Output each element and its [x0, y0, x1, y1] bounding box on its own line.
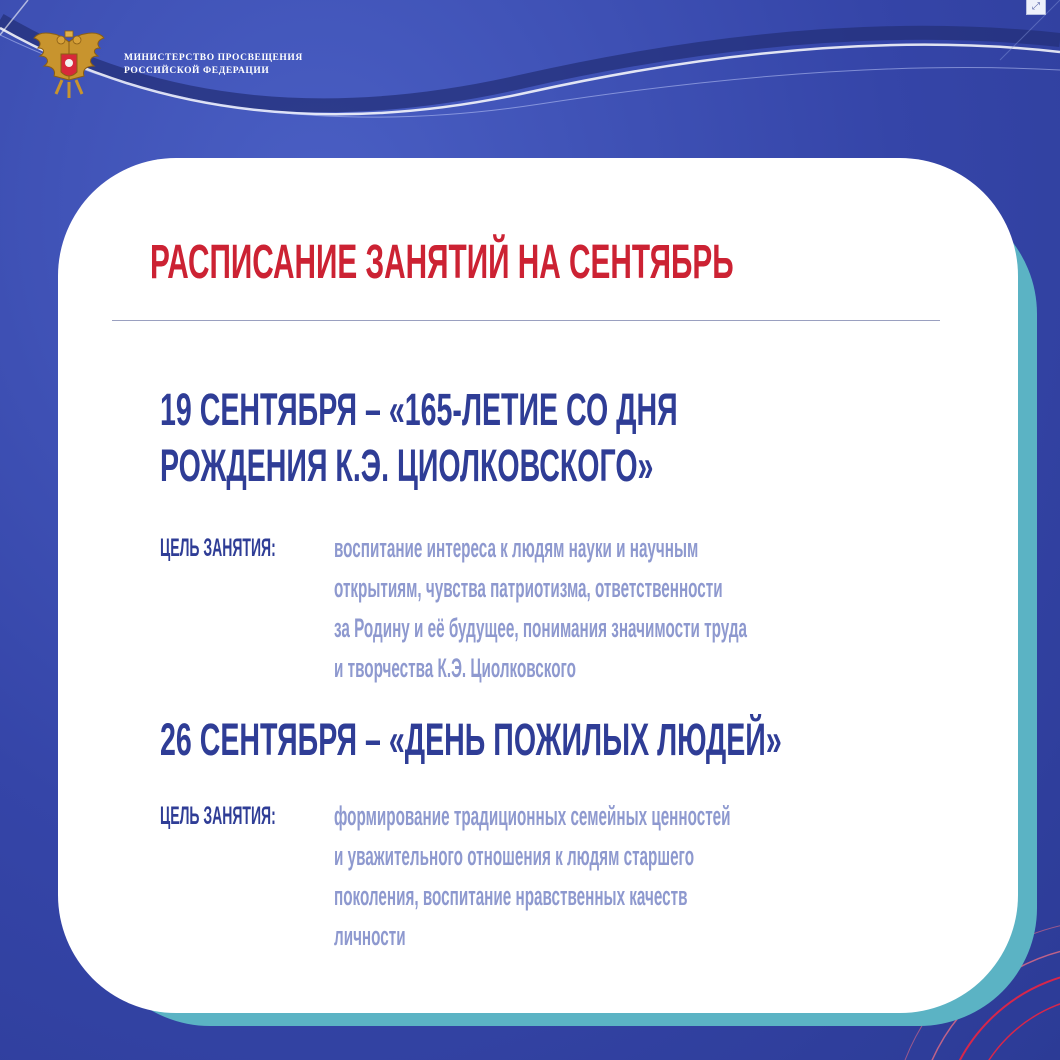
- goal-description: [334, 528, 747, 688]
- goal-line: открытиям, чувства патриотизма, ответственности: [334, 573, 723, 603]
- goal-label: ЦЕЛЬ ЗАНЯТИЯ:: [160, 802, 276, 830]
- goal-line: воспитание интереса к людям науки и научным: [334, 533, 699, 563]
- session-title: [160, 382, 678, 494]
- ministry-name-line: МИНИСТЕРСТВО ПРОСВЕЩЕНИЯ: [124, 53, 303, 63]
- goal-line: и творчества К.Э. Циолковского: [334, 653, 577, 683]
- title-divider: [112, 320, 940, 321]
- goal-line: за Родину и её будущее, понимания значимости труда: [334, 613, 748, 643]
- goal-description: [334, 796, 731, 956]
- expand-icon[interactable]: ⤢: [1026, 0, 1046, 15]
- ministry-name: [124, 52, 303, 78]
- session-title-line: 19 СЕНТЯБРЯ – «165-ЛЕТИЕ СО ДНЯ: [160, 384, 678, 435]
- session-title: [160, 712, 782, 768]
- page-title: РАСПИСАНИЕ ЗАНЯТИЙ НА СЕНТЯБРЬ: [150, 236, 734, 289]
- session-title-line: РОЖДЕНИЯ К.Э. ЦИОЛКОВСКОГО»: [160, 440, 654, 491]
- ministry-name-line: РОССИЙСКОЙ ФЕДЕРАЦИИ: [124, 66, 270, 76]
- goal-line: формирование традиционных семейных ценностей: [334, 801, 731, 831]
- double-headed-eagle-emblem: [30, 28, 108, 100]
- goal-line: и уважительного отношения к людям старшего: [334, 841, 695, 871]
- goal-label: ЦЕЛЬ ЗАНЯТИЯ:: [160, 534, 276, 562]
- session-title-line: 26 СЕНТЯБРЯ – «ДЕНЬ ПОЖИЛЫХ ЛЮДЕЙ»: [160, 714, 782, 765]
- goal-line: личности: [334, 921, 406, 951]
- goal-line: поколения, воспитание нравственных качеств: [334, 881, 688, 911]
